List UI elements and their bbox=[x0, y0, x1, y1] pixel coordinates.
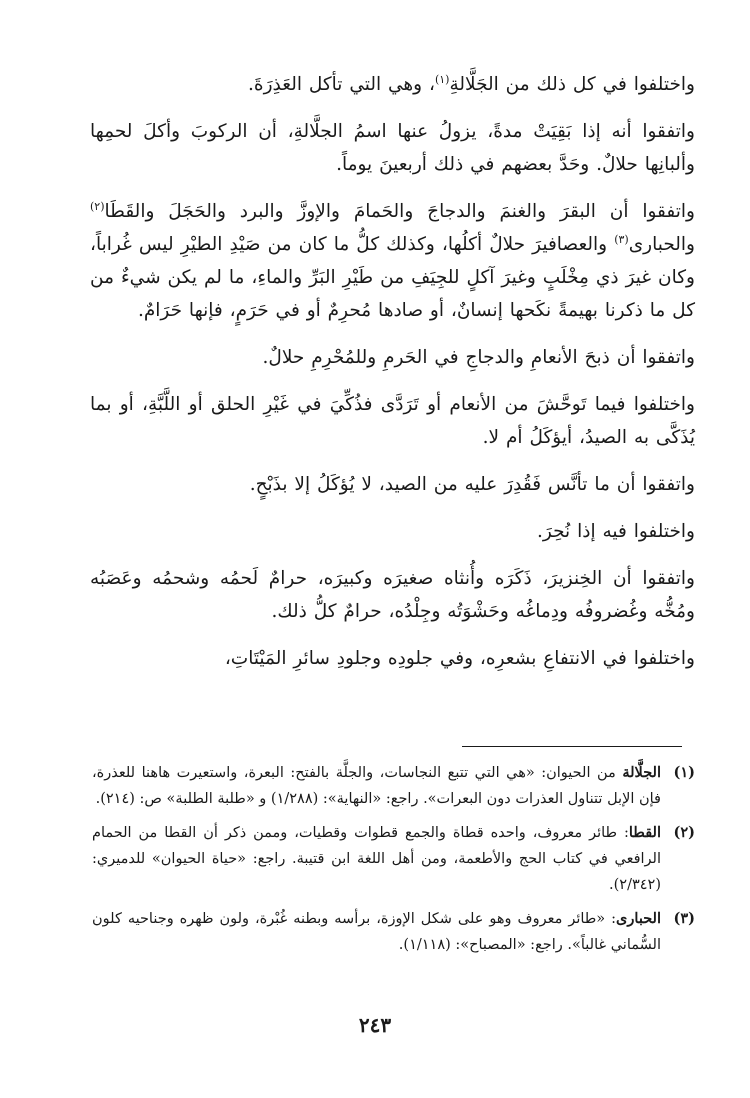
footnote-term: القطا bbox=[628, 824, 661, 841]
footnote-divider bbox=[462, 746, 682, 747]
text-run: واختلفوا في كل ذلك من الجَلَّالةِ bbox=[449, 74, 695, 95]
footnote-number: (١) bbox=[673, 764, 695, 781]
footnote-3 bbox=[92, 906, 695, 958]
paragraph-6: واتفقوا أن ما تأنَّس فَقُدِرَ عليه من الصيد، لا يُؤكَلُ إلا بذَبْحٍ. bbox=[249, 474, 695, 495]
text-run: والحبارى bbox=[628, 234, 695, 255]
paragraph-1 bbox=[90, 68, 695, 101]
paragraph-7: واختلفوا فيه إذا نُحِرَ. bbox=[537, 521, 695, 542]
footnote-term: الجلَّالة bbox=[622, 764, 661, 781]
footnote-ref-3[interactable]: (٣) bbox=[614, 232, 629, 246]
main-text bbox=[90, 68, 695, 675]
footnote-text: : «طائر معروف وهو على شكل الإوزة، برأسه وبطنه غُبْرة، ولون ظهره وجناحيه كلون السُّماني غالباً». راجع: «المصباح»: (١/١١٨). bbox=[92, 911, 661, 953]
paragraph-2: واتفقوا أنه إذا بَقِيَتْ مدةً، يزولُ عنها اسمُ الجلَّالةِ، أن الركوبَ وأكلَ لحمِها وألبانِها حلالٌ. وحَدَّ بعضهم في ذلك أربعينَ يوماً. bbox=[90, 121, 695, 175]
paragraph-8: واتفقوا أن الخِنزيرَ، ذَكَرَه وأُنثاه صغيرَه وكبيرَه، حرامٌ لَحمُه وشحمُه وعَصَبُه ومُخُّه وغُضروفُه ودِماغُه وحَشْوَتُه وجِلْدُه، حرامٌ كلُّ ذلك. bbox=[90, 568, 695, 622]
footnote-ref-1[interactable]: (١) bbox=[434, 72, 450, 86]
footnote-1 bbox=[92, 760, 695, 812]
footnote-number: (٣) bbox=[673, 910, 695, 927]
paragraph-9: واختلفوا في الانتفاعِ بشعرِه، وفي جلودِه وجلودِ سائرِ المَيْتَاتِ، bbox=[224, 648, 695, 669]
paragraph-5: واختلفوا فيما تَوحَّشَ من الأنعام أو تَرَدَّى فذُكِّيَ في غَيْرِ الحلق أو اللَّبَّةِ، أو بما يُذَكَّى به الصيدُ، أيؤكَلُ أم لا. bbox=[90, 394, 695, 448]
footnote-text: من الحيوان: «هي التي تتبع النجاسات، والجلَّة بالفتح: البعرة، واستعيرت هاهنا للعذرة، فإن الإبل تتناول العذرات دون البعرات». راجع: «النهاية»: (١/٢٨٨) و «طلبة الطلبة» ص: (٢١٤). bbox=[92, 765, 661, 807]
footnotes bbox=[92, 760, 695, 966]
footnote-text: : طائر معروف، واحده قطاة والجمع قطوات وقطيات، وممن ذكر أن القطا من الحمام الرافعي في كتاب الحج والأطعمة، ومن أهل اللغة ابن قتيبة. راجع: «حياة الحيوان» للدميري: (٢/٣٤٢). bbox=[92, 825, 661, 893]
paragraph-3 bbox=[90, 195, 695, 327]
footnote-term: الحبارى bbox=[616, 910, 661, 927]
text-run: ، وهي التي تأكل العَذِرَةَ. bbox=[248, 74, 435, 95]
paragraph-4: واتفقوا أن ذبحَ الأنعامِ والدجاجِ في الحَرمِ وللمُحْرِمِ حلالٌ. bbox=[262, 347, 695, 368]
footnote-2 bbox=[92, 820, 695, 898]
footnote-ref-2[interactable]: (٢) bbox=[90, 199, 105, 213]
text-run: واتفقوا أن البقرَ والغنمَ والدجاجَ والحَمامَ والإوزَّ والبرد والحَجَلَ والقَطَا bbox=[104, 201, 695, 222]
page-number: ٢٤٣ bbox=[358, 1013, 392, 1037]
footnote-number: (٢) bbox=[673, 824, 695, 841]
text-run: والعصافيرَ حلالٌ أكلُها، وكذلك كلُّ ما كان من صَيْدِ الطيْرِ ليس غُراباً، وكان غيرَ ذي مِخْلَبٍ وغيرَ آكلٍ للجِيَفِ من طَيْرِ البَرِّ والماءِ، ما لم يكن شيءٌ من كل ما ذكرنا بهيمةً نكَحها إنسانٌ، أو صادها مُحرِمٌ أو في حَرَمٍ، فإنها حَرَامٌ. bbox=[90, 234, 695, 321]
